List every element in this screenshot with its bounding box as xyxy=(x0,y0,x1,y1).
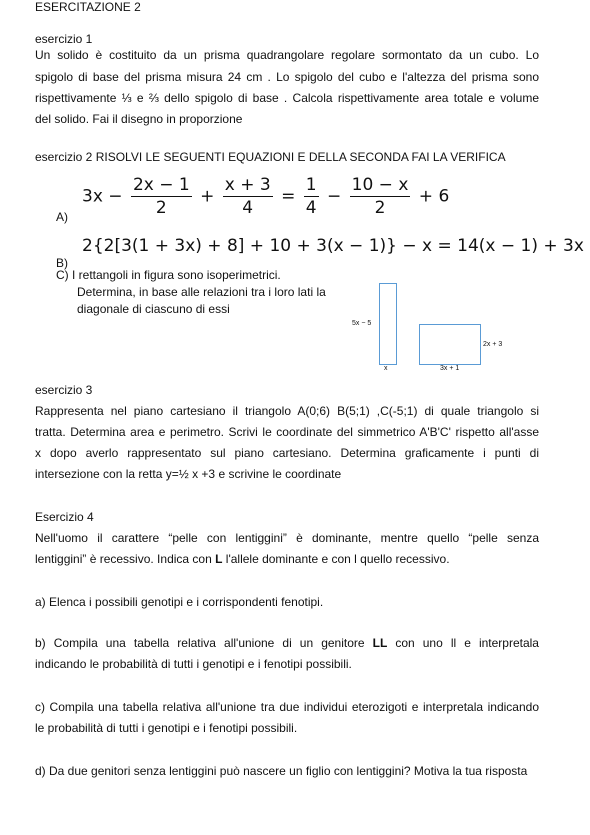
eq-a-fraction-2 xyxy=(223,174,273,219)
eq-a-fraction-4 xyxy=(350,174,411,219)
ex4-question-d: d) Da due genitori senza lentiggini può nascere un figlio con lentiggini? Motiva la tua risposta xyxy=(35,764,528,778)
eq-a-f3-den: 4 xyxy=(305,198,317,218)
ex1-line-2: spigolo di base del prisma misura 24 cm . Lo spigolo del cubo e l'altezza del prisma sono xyxy=(35,70,539,84)
ex1-line-3: rispettivamente ⅓ e ⅔ dello spigolo di base . Calcola rispettivamente area totale e volume xyxy=(35,91,539,105)
eq-a-fraction-3 xyxy=(304,174,319,219)
eq-a-f1-num: 2x − 1 xyxy=(132,175,190,195)
ex2-c-line-1: C) I rettangoli in figura sono isoperimetrici. xyxy=(56,268,281,282)
ex4-question-c-line-2: le probabilità di tutti i genotipi e i fenotipi possibili. xyxy=(35,721,298,735)
eq-a-f1-den: 2 xyxy=(155,198,167,218)
eq-a-f2-num: x + 3 xyxy=(224,175,271,195)
equation-b: 2{2[3(1 + 3x) + 8] + 10 + 3(x − 1)} − x = 14(x − 1) + 3x xyxy=(82,236,584,256)
ex1-line-1: Un solido è costituito da un prisma quadrangolare regolare sormontato da un cubo. Lo xyxy=(35,48,539,62)
ex4-b-part-c: con uno ll e interpretala xyxy=(387,636,539,650)
ex4-dominant-allele: L xyxy=(215,552,223,566)
ex3-heading: esercizio 3 xyxy=(35,383,93,397)
tall-rect-height-label: 5x − 5 xyxy=(352,320,372,327)
ex4-intro-2-part-c: l'allele dominante e con l quello recessivo. xyxy=(222,552,450,566)
eq-a-f2-den: 4 xyxy=(242,198,254,218)
ex3-line-3: x dopo averlo rappresentato sul piano cartesiano. Determina graficamente i punti di xyxy=(35,446,539,460)
tall-rect-width-label: x xyxy=(384,365,388,372)
ex3-line-4: intersezione con la retta y=½ x +3 e scrivine le coordinate xyxy=(35,467,342,481)
equation-a xyxy=(82,174,449,219)
eq-a-term-1: 3x − xyxy=(82,186,123,207)
ex1-line-4: del solido. Fai il disegno in proporzione xyxy=(35,112,243,126)
ex4-intro-line-2 xyxy=(35,552,450,566)
eq-a-op-1: + xyxy=(200,186,215,207)
ex4-b-part-a: b) Compila una tabella relativa all'unione di un genitore xyxy=(35,636,373,650)
ex4-heading: Esercizio 4 xyxy=(35,510,94,524)
eq-a-f3-num: 1 xyxy=(305,175,317,195)
wide-rectangle xyxy=(419,324,481,365)
eq-a-op-3: − xyxy=(326,186,342,207)
ex2-c-line-3: diagonale di ciascuno di essi xyxy=(77,302,230,316)
tall-rectangle xyxy=(379,283,397,365)
ex4-question-b-line-2: indicando le probabilità di tutti i genotipi e i fenotipi possibili. xyxy=(35,657,352,671)
eq-a-f4-num: 10 − x xyxy=(351,175,409,195)
eq-a-op-2: = xyxy=(281,186,296,207)
eq-a-f4-den: 2 xyxy=(374,198,386,218)
page-title: ESERCITAZIONE 2 xyxy=(35,0,141,14)
ex4-intro-line-1: Nell'uomo il carattere “pelle con lentiggini” è dominante, mentre quello “pelle senza xyxy=(35,531,539,545)
ex2-c-line-2: Determina, in base alle relazioni tra i loro lati la xyxy=(77,285,326,299)
eq-a-term-2: + 6 xyxy=(418,186,450,207)
ex4-question-b-line-1 xyxy=(35,636,539,650)
wide-rect-width-label: 3x + 1 xyxy=(440,365,460,372)
ex4-question-a: a) Elenca i possibili genotipi e i corrispondenti fenotipi. xyxy=(35,595,324,609)
eq-b-label: B) xyxy=(56,256,68,270)
ex3-line-1: Rappresenta nel piano cartesiano il triangolo A(0;6) B(5;1) ,C(-5;1) di quale triangolo si xyxy=(35,404,539,418)
ex4-b-genotype: LL xyxy=(372,636,388,650)
ex3-line-2: tratta. Determina area e perimetro. Scrivi le coordinate del simmetrico A'B'C' rispetto all'asse xyxy=(35,425,539,439)
eq-a-fraction-1 xyxy=(131,174,192,219)
eq-a-label: A) xyxy=(56,210,68,224)
ex4-question-c-line-1: c) Compila una tabella relativa all'unione tra due individui eterozigoti e interpretala indicando xyxy=(35,700,539,714)
ex2-heading: esercizio 2 RISOLVI LE SEGUENTI EQUAZIONI E DELLA SECONDA FAI LA VERIFICA xyxy=(35,150,506,164)
wide-rect-height-label: 2x + 3 xyxy=(483,341,503,348)
ex4-intro-2-part-a: lentiggini” è recessivo. Indica con xyxy=(35,552,216,566)
ex1-heading: esercizio 1 xyxy=(35,32,93,46)
